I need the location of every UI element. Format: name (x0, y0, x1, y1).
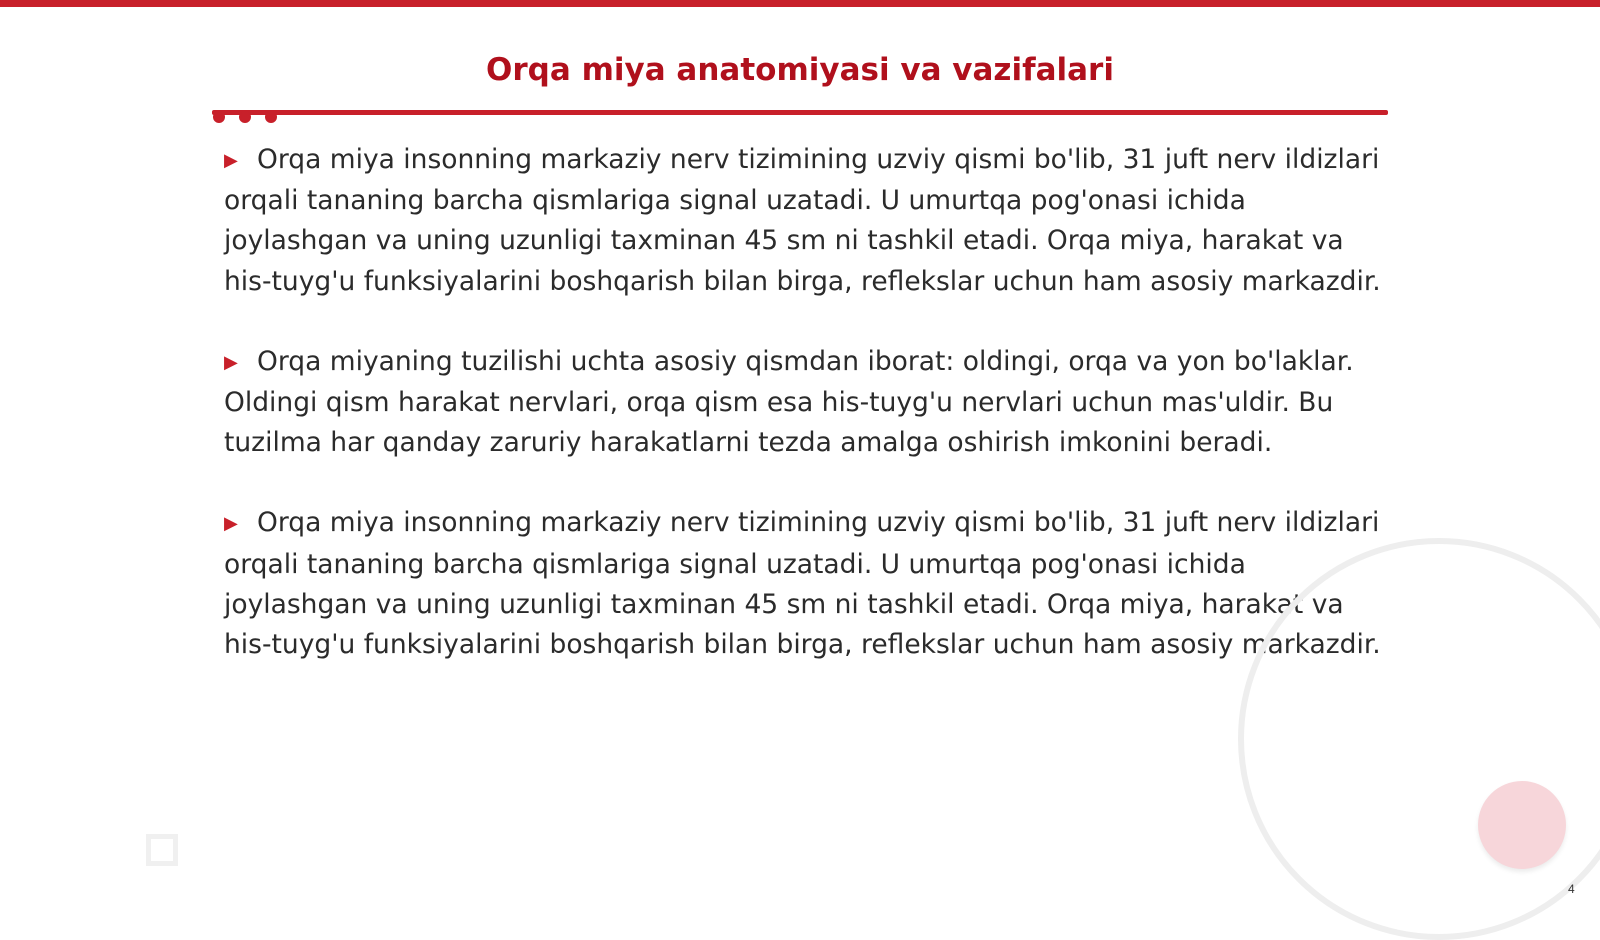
decorative-circle (1478, 781, 1566, 869)
bullet-list (224, 140, 1384, 705)
title-underline (212, 110, 1388, 115)
underline-dot (213, 111, 225, 123)
underline-dot (239, 111, 251, 123)
top-accent-bar (0, 0, 1600, 7)
triangle-right-icon: ▶ (224, 513, 238, 535)
slide-title: Orqa miya anatomiyasi va vazifalari (486, 52, 1114, 88)
bullet-text: Orqa miya insonning markaziy nerv tizimining uzviy qismi bo'lib, 31 juft nerv ildizlari orqali tananing barcha qismlariga signal uzatadi. U umurtqa pog'onasi ichida joylashgan va uning uzunligi taxminan 45 sm ni tashkil etadi. Orqa miya, harakat va his-tuyg'u funksiyalarini boshqarish bilan birga, reflekslar uchun ham asosiy markazdir. (224, 144, 1381, 297)
underline-dot (265, 111, 277, 123)
bullet-item (224, 503, 1384, 665)
triangle-right-icon: ▶ (224, 351, 238, 373)
bullet-item (224, 342, 1384, 464)
bullet-text: Orqa miyaning tuzilishi uchta asosiy qismdan iborat: oldingi, orqa va yon bo'laklar. Oldingi qism harakat nervlari, orqa qism esa his-tuyg'u nervlari uchun mas'uldir. Bu tuzilma har qanday zaruriy harakatlarni tezda amalga oshirish imkonini beradi. (224, 345, 1354, 459)
page-number: 4 (1568, 882, 1575, 896)
triangle-right-icon: ▶ (224, 150, 238, 171)
bullet-text: Orqa miya insonning markaziy nerv tizimining uzviy qismi bo'lib, 31 juft nerv ildizlari orqali tananing barcha qismlariga signal uzatadi. U umurtqa pog'onasi ichida joylashgan va uning uzunligi taxminan 45 sm ni tashkil etadi. Orqa miya, harakat va his-tuyg'u funksiyalarini boshqarish bilan birga, reflekslar uchun ham asosiy markazdir. (224, 507, 1381, 661)
bullet-item (224, 140, 1384, 302)
decorative-square (146, 834, 178, 866)
